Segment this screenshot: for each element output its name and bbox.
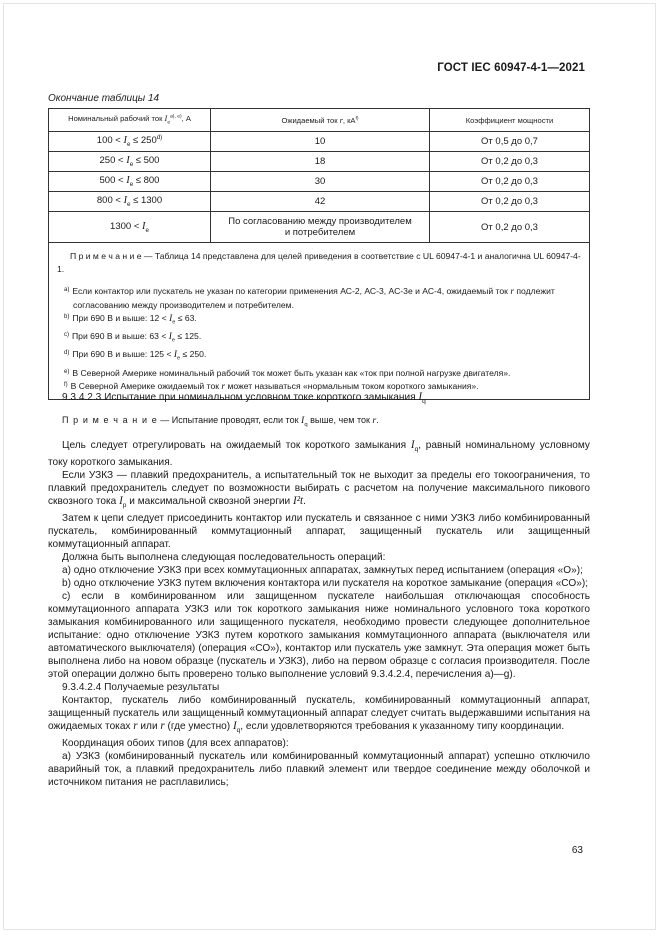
paragraph: Контактор, пускатель либо комбинированный пускатель, комбинированный коммутационный аппарат, защищенный пускатель или защищенный коммутационный аппарат следует считать выдержавшими испытания на ожидаемых токах r или r (где уместно) $I_q$, если удовлетворяются требования к указанному типу координации.	[48, 694, 590, 734]
cell-power-factor: От 0,2 до 0,3	[430, 152, 590, 172]
cell-rated-current: $250 < I_e \le 500$	[49, 152, 211, 172]
list-item: а) одно отключение УЗКЗ при всех коммутационных аппаратах, замкнутых перед испытанием (операция «О»);	[62, 564, 583, 576]
cell-rated-current: $500 < I_e \le 800$	[49, 172, 211, 192]
cell-rated-current: $800 < I_e \le 1300$	[49, 192, 211, 212]
paragraph: Цель следует отрегулировать на ожидаемый ток короткого замыкания $I_q$, равный номинальному условному току короткого замыкания.	[48, 438, 590, 468]
cell-prospective-current: 30	[211, 172, 430, 192]
cell-power-factor: От 0,2 до 0,3	[430, 172, 590, 192]
table-header-row	[49, 109, 590, 132]
paragraph: Если УЗКЗ — плавкий предохранитель, а испытательный ток не выходит за пределы его токоограничения, то плавкий предохранитель следует по возможности выбирать с расчетом на получение максимального пикового сквозного тока $I_p$ и максимальной сквозной энергии I²t.	[48, 469, 590, 509]
paragraph: Затем к цепи следует присоединить контактор или пускатель и связанное с ними УЗКЗ либо комбинированный пускатель, комбинированный коммутационный аппарат, защищенный пускатель или защищенный коммутационный аппарат.	[48, 512, 590, 550]
paragraph: Координация обоих типов (для всех аппаратов):	[62, 737, 289, 749]
table-note: П р и м е ч а н и е — Таблица 14 представлена для целей приведения в соответствие с UL 60947-4-1 и аналогична UL 60947-4-1.	[57, 251, 581, 274]
list-item: b) одно отключение УЗКЗ путем включения контактора или пускателя на короткое замыкание (операция «СО»);	[62, 577, 589, 589]
table-row	[49, 132, 590, 152]
header-power-factor: Коэффициент мощности	[430, 109, 590, 132]
table-row	[49, 212, 590, 243]
table-row	[49, 152, 590, 172]
table-row	[49, 172, 590, 192]
cell-power-factor: От 0,2 до 0,3	[430, 192, 590, 212]
page-number: 63	[571, 845, 583, 856]
footnote-d: $^{d)}$ При 690 В и выше: $125 < I_e \le 250$.	[64, 349, 207, 363]
data-table	[48, 108, 590, 400]
header-rated-current: Номинальный рабочий ток $I_e^{а), е)}$, А	[49, 109, 211, 132]
cell-prospective-current: 42	[211, 192, 430, 212]
cell-power-factor: От 0,5 до 0,7	[430, 132, 590, 152]
cell-power-factor: От 0,2 до 0,3	[430, 212, 590, 243]
header-prospective-current: Ожидаемый ток r, $кА^{f)}$	[211, 109, 430, 132]
footnote-e: $^{e)}$ В Северной Америке номинальный рабочий ток может быть указан как «ток при полной нагрузке двигателя».	[64, 367, 511, 378]
cell-rated-current: $100 < I_e \le 250^{d)}$	[49, 132, 211, 152]
section-note: П р и м е ч а н и е — Испытание проводят, если ток $I_q$ выше, чем ток r.	[62, 415, 379, 428]
paragraph: Должна быть выполнена следующая последовательность операций:	[62, 551, 386, 563]
cell-prospective-current: 18	[211, 152, 430, 172]
footnote-f: $^{f)}$ В Северной Америке ожидаемый ток r может называться «нормальным током короткого замыкания».	[64, 381, 479, 393]
table-caption: Окончание таблицы 14	[48, 93, 160, 104]
table-notes-row	[49, 243, 590, 400]
cell-rated-current: $1300 < I_e$	[49, 212, 211, 243]
table-row	[49, 192, 590, 212]
footnote-b: $^{b)}$ При 690 В и выше: $12 < I_e \le 63$.	[64, 313, 197, 326]
body-text	[48, 391, 590, 789]
table-notes	[49, 243, 590, 400]
list-item: а) УЗКЗ (комбинированный пускатель или комбинированный коммутационный аппарат) успешно отключило аварийный ток, а плавкий предохранитель либо плавкий элемент или твердое соединение между оболочкой и источником питания не расплавились;	[48, 750, 590, 788]
section-heading-9-3-4-2-4: 9.3.4.2.4 Получаемые результаты	[62, 681, 220, 693]
cell-prospective-current: По согласованию между производителем и потребителем	[211, 212, 430, 243]
section-heading-9-3-4-2-3: 9.3.4.2.3 Испытание при номинальном условном токе короткого замыкания $I_q$	[62, 391, 426, 406]
list-item: с) если в комбинированном или защищенном пускателе наибольшая отключающая способность коммутационного аппарата УЗКЗ или ток короткого замыкания ниже номинального условного тока короткого замыкания комбинированного или защищенного пускателя, необходимо провести следующее дополнительное испытание: одно отключение УЗКЗ путем короткого замыкания коммутационного аппарата (выключателя или автоматического выключателя) (операция «СО»), контактор или пускатель уже замкнут. Эта операция может быть выполнена либо на новом образце (пускатель и УЗКЗ), либо на первом образце с согласия производителя. После этой операции должно быть проверено только выполнение условий 9.3.4.2.4, перечисления а)—g).	[48, 590, 590, 680]
cell-prospective-current: 10	[211, 132, 430, 152]
document-id: ГОСТ IEC 60947-4-1—2021	[437, 62, 585, 74]
footnote-c: $^{c)}$ При 690 В и выше: $63 < I_e \le 125$.	[64, 331, 202, 344]
footnote-a: $^{a)}$ Если контактор или пускатель не указан по категории применения АС-2, АС-3, АС-3е и АС-4, ожидаемый ток r подлежит согласованию между производителем и потребителем.	[64, 286, 555, 310]
